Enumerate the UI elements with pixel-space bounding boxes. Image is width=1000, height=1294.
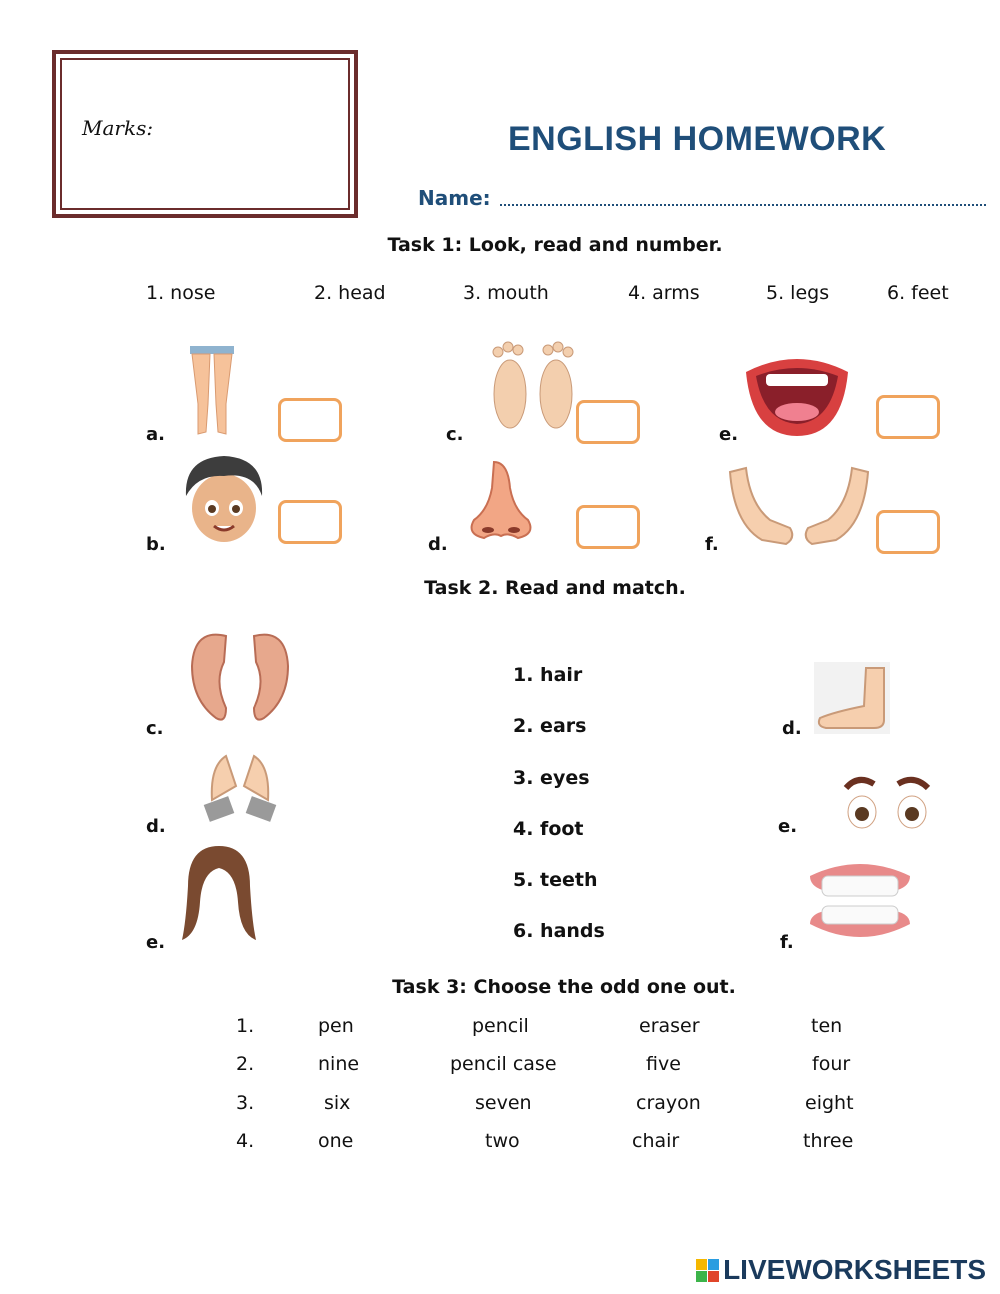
- row-number: 4.: [236, 1130, 255, 1152]
- name-label: Name:: [418, 186, 491, 210]
- match-letter: d.: [146, 816, 166, 837]
- hands-icon: [202, 746, 278, 826]
- match-letter: e.: [146, 932, 166, 953]
- match-word: 1. hair: [513, 664, 583, 686]
- task2-heading: Task 2. Read and match.: [424, 577, 686, 599]
- answer-box[interactable]: [576, 400, 640, 444]
- arms-icon: [724, 464, 874, 552]
- row-number: 2.: [236, 1053, 255, 1075]
- item-letter: d.: [428, 534, 448, 555]
- item-letter: e.: [719, 424, 739, 445]
- odd-option[interactable]: two: [485, 1130, 520, 1152]
- marks-box: [52, 50, 358, 218]
- odd-option[interactable]: chair: [632, 1130, 680, 1152]
- ears-icon: [180, 622, 300, 732]
- odd-option[interactable]: crayon: [636, 1092, 701, 1114]
- task1-word: 2. head: [314, 282, 386, 304]
- match-word: 4. foot: [513, 818, 584, 840]
- item-letter: f.: [705, 534, 719, 555]
- task1-word: 1. nose: [146, 282, 216, 304]
- legs-icon: [182, 344, 242, 440]
- odd-option[interactable]: one: [318, 1130, 354, 1152]
- odd-option[interactable]: five: [646, 1053, 681, 1075]
- answer-box[interactable]: [876, 395, 940, 439]
- row-number: 3.: [236, 1092, 255, 1114]
- name-field[interactable]: [500, 204, 986, 206]
- match-word: 2. ears: [513, 715, 587, 737]
- task1-word: 5. legs: [766, 282, 830, 304]
- answer-box[interactable]: [876, 510, 940, 554]
- odd-option[interactable]: eraser: [639, 1015, 700, 1037]
- item-letter: c.: [446, 424, 464, 445]
- answer-box[interactable]: [278, 398, 342, 442]
- head-icon: [178, 450, 270, 550]
- odd-option[interactable]: seven: [475, 1092, 532, 1114]
- task1-word: 3. mouth: [463, 282, 549, 304]
- odd-option[interactable]: pencil: [472, 1015, 529, 1037]
- logo-mark-icon: [696, 1259, 719, 1282]
- hair-icon: [180, 842, 258, 946]
- odd-option[interactable]: nine: [318, 1053, 360, 1075]
- odd-option[interactable]: ten: [811, 1015, 843, 1037]
- page-title: ENGLISH HOMEWORK: [508, 120, 887, 158]
- eyes-icon: [840, 772, 934, 834]
- match-word: 5. teeth: [513, 869, 598, 891]
- feet-icon: [486, 338, 580, 432]
- row-number: 1.: [236, 1015, 255, 1037]
- match-word: 3. eyes: [513, 767, 590, 789]
- odd-option[interactable]: three: [803, 1130, 854, 1152]
- item-letter: b.: [146, 534, 166, 555]
- answer-box[interactable]: [278, 500, 342, 544]
- foot-icon: [814, 662, 890, 734]
- logo-text: LIVEWORKSHEETS: [723, 1254, 986, 1285]
- teeth-icon: [806, 856, 914, 948]
- task3-heading: Task 3: Choose the odd one out.: [392, 976, 736, 998]
- odd-option[interactable]: four: [812, 1053, 851, 1075]
- match-word: 6. hands: [513, 920, 605, 942]
- task1-heading: Task 1: Look, read and number.: [387, 234, 723, 256]
- answer-box[interactable]: [576, 505, 640, 549]
- mouth-icon: [742, 352, 852, 438]
- item-letter: a.: [146, 424, 165, 445]
- nose-icon: [464, 458, 538, 542]
- task1-word: 6. feet: [887, 282, 949, 304]
- odd-option[interactable]: six: [324, 1092, 351, 1114]
- odd-option[interactable]: pencil case: [450, 1053, 557, 1075]
- odd-option[interactable]: pen: [318, 1015, 354, 1037]
- match-letter: f.: [780, 932, 794, 953]
- liveworksheets-logo: [696, 1254, 986, 1286]
- match-letter: d.: [782, 718, 802, 739]
- task1-word: 4. arms: [628, 282, 700, 304]
- match-letter: e.: [778, 816, 798, 837]
- odd-option[interactable]: eight: [805, 1092, 854, 1114]
- marks-label: Marks:: [82, 116, 154, 140]
- match-letter: c.: [146, 718, 164, 739]
